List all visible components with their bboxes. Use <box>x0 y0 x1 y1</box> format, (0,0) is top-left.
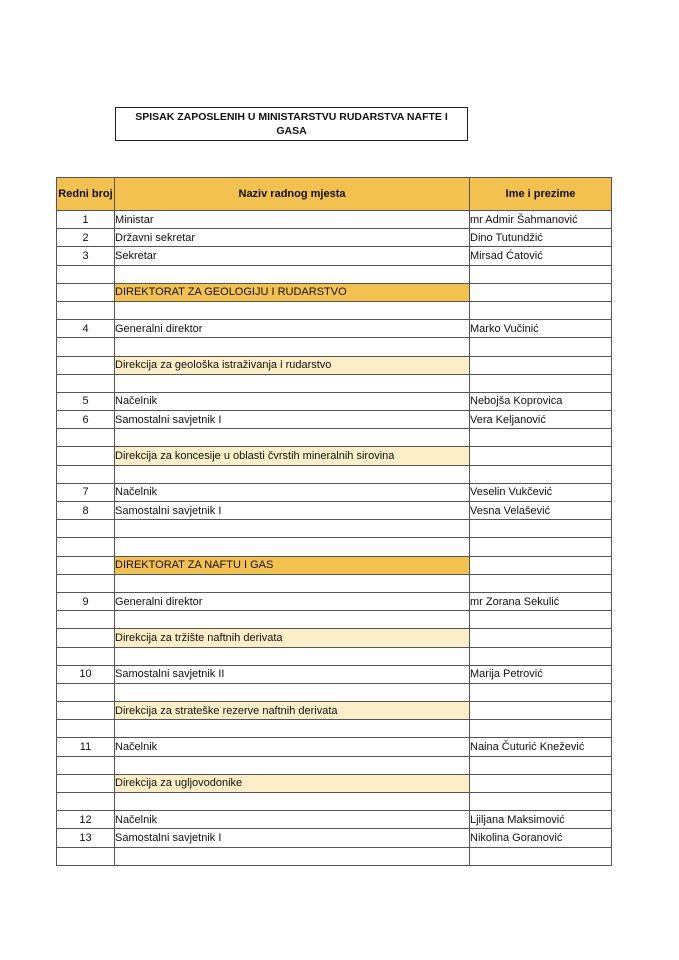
name-cell <box>470 574 612 592</box>
name-cell <box>470 720 612 738</box>
position-cell: Generalni direktor <box>115 320 470 338</box>
empty-row <box>57 611 612 629</box>
row-number: 2 <box>57 229 115 247</box>
position-cell <box>115 538 470 556</box>
table-row <box>57 738 612 756</box>
document-title: SPISAK ZAPOSLENIH U MINISTARSTVU RUDARSTVA NAFTE I GASA <box>115 107 468 141</box>
row-number <box>57 538 115 556</box>
position-cell <box>115 429 470 447</box>
row-number: 12 <box>57 811 115 829</box>
position-cell <box>115 847 470 865</box>
row-number: 11 <box>57 738 115 756</box>
position-cell: Načelnik <box>115 811 470 829</box>
table-row <box>57 483 612 501</box>
row-number: 7 <box>57 483 115 501</box>
name-cell <box>470 556 612 574</box>
position-cell: Samostalni savjetnik I <box>115 411 470 429</box>
table-row <box>57 247 612 265</box>
empty-row <box>57 429 612 447</box>
position-cell <box>115 465 470 483</box>
position-cell: Načelnik <box>115 392 470 410</box>
name-cell <box>470 447 612 465</box>
header-position: Naziv radnog mjesta <box>115 178 470 211</box>
row-number <box>57 447 115 465</box>
row-number: 1 <box>57 211 115 229</box>
position-cell: Samostalni savjetnik I <box>115 829 470 847</box>
empty-row <box>57 465 612 483</box>
row-number <box>57 301 115 319</box>
name-cell <box>470 793 612 811</box>
row-number <box>57 520 115 538</box>
name-cell <box>470 847 612 865</box>
name-cell <box>470 683 612 701</box>
position-cell: DIREKTORAT ZA NAFTU I GAS <box>115 556 470 574</box>
position-cell: Direkcija za strateške rezerve naftnih derivata <box>115 702 470 720</box>
name-cell <box>470 338 612 356</box>
row-number <box>57 720 115 738</box>
table-row <box>57 229 612 247</box>
position-cell: Direkcija za tržište naftnih derivata <box>115 629 470 647</box>
position-cell <box>115 374 470 392</box>
row-number: 6 <box>57 411 115 429</box>
table-row <box>57 811 612 829</box>
table-row <box>57 829 612 847</box>
empty-row <box>57 538 612 556</box>
position-cell <box>115 720 470 738</box>
empty-row <box>57 301 612 319</box>
table-row <box>57 592 612 610</box>
name-cell <box>470 702 612 720</box>
directorate-row <box>57 283 612 301</box>
header-name: Ime i prezime <box>470 178 612 211</box>
name-cell <box>470 774 612 792</box>
row-number <box>57 283 115 301</box>
row-number <box>57 338 115 356</box>
empty-row <box>57 520 612 538</box>
row-number <box>57 793 115 811</box>
name-cell: Vera Keljanović <box>470 411 612 429</box>
row-number: 4 <box>57 320 115 338</box>
position-cell: Ministar <box>115 211 470 229</box>
position-cell <box>115 683 470 701</box>
row-number: 8 <box>57 502 115 520</box>
name-cell: mr Zorana Sekulić <box>470 592 612 610</box>
row-number <box>57 683 115 701</box>
row-number <box>57 265 115 283</box>
position-cell: Direkcija za ugljovodonike <box>115 774 470 792</box>
empty-row <box>57 720 612 738</box>
name-cell <box>470 647 612 665</box>
name-cell: Marija Petrović <box>470 665 612 683</box>
empty-row <box>57 338 612 356</box>
name-cell <box>470 283 612 301</box>
header-number: Redni broj <box>57 178 115 211</box>
section-row <box>57 629 612 647</box>
name-cell <box>470 429 612 447</box>
table-row <box>57 392 612 410</box>
position-cell <box>115 647 470 665</box>
row-number <box>57 847 115 865</box>
position-cell <box>115 520 470 538</box>
row-number <box>57 611 115 629</box>
name-cell <box>470 356 612 374</box>
name-cell <box>470 520 612 538</box>
position-cell: Načelnik <box>115 738 470 756</box>
position-cell: Sekretar <box>115 247 470 265</box>
row-number <box>57 556 115 574</box>
name-cell: Dino Tutundžić <box>470 229 612 247</box>
position-cell <box>115 611 470 629</box>
name-cell: mr Admir Šahmanović <box>470 211 612 229</box>
name-cell: Veselin Vukčević <box>470 483 612 501</box>
name-cell <box>470 465 612 483</box>
empty-row <box>57 647 612 665</box>
name-cell: Ljiljana Maksimović <box>470 811 612 829</box>
section-row <box>57 356 612 374</box>
position-cell <box>115 756 470 774</box>
position-cell: Samostalni savjetnik II <box>115 665 470 683</box>
empty-row <box>57 574 612 592</box>
row-number <box>57 629 115 647</box>
row-number <box>57 574 115 592</box>
position-cell: Generalni direktor <box>115 592 470 610</box>
row-number <box>57 702 115 720</box>
position-cell: Državni sekretar <box>115 229 470 247</box>
empty-row <box>57 374 612 392</box>
row-number <box>57 465 115 483</box>
row-number <box>57 756 115 774</box>
directorate-row <box>57 556 612 574</box>
name-cell <box>470 756 612 774</box>
row-number: 3 <box>57 247 115 265</box>
name-cell: Nebojša Koprovica <box>470 392 612 410</box>
table-row <box>57 502 612 520</box>
employee-table <box>56 177 612 866</box>
position-cell <box>115 265 470 283</box>
position-cell: Direkcija za koncesije u oblasti čvrstih mineralnih sirovina <box>115 447 470 465</box>
name-cell <box>470 374 612 392</box>
section-row <box>57 702 612 720</box>
empty-row <box>57 847 612 865</box>
section-row <box>57 447 612 465</box>
name-cell: Nikolina Goranović <box>470 829 612 847</box>
section-row <box>57 774 612 792</box>
position-cell <box>115 338 470 356</box>
row-number: 5 <box>57 392 115 410</box>
position-cell: Samostalni savjetnik I <box>115 502 470 520</box>
row-number <box>57 356 115 374</box>
name-cell: Marko Vučinić <box>470 320 612 338</box>
name-cell <box>470 611 612 629</box>
position-cell <box>115 793 470 811</box>
row-number: 9 <box>57 592 115 610</box>
name-cell: Naina Čuturić Knežević <box>470 738 612 756</box>
position-cell: Direkcija za geološka istraživanja i rudarstvo <box>115 356 470 374</box>
name-cell <box>470 301 612 319</box>
table-row <box>57 320 612 338</box>
row-number: 10 <box>57 665 115 683</box>
table-row <box>57 665 612 683</box>
row-number <box>57 647 115 665</box>
empty-row <box>57 793 612 811</box>
row-number <box>57 774 115 792</box>
name-cell <box>470 265 612 283</box>
name-cell <box>470 629 612 647</box>
name-cell: Vesna Velašević <box>470 502 612 520</box>
position-cell <box>115 301 470 319</box>
row-number <box>57 374 115 392</box>
table-body <box>57 211 612 866</box>
empty-row <box>57 683 612 701</box>
position-cell <box>115 574 470 592</box>
row-number <box>57 429 115 447</box>
table-header-row <box>57 178 612 211</box>
table-row <box>57 211 612 229</box>
position-cell: Načelnik <box>115 483 470 501</box>
row-number: 13 <box>57 829 115 847</box>
empty-row <box>57 265 612 283</box>
empty-row <box>57 756 612 774</box>
name-cell: Mirsad Ćatović <box>470 247 612 265</box>
table-row <box>57 411 612 429</box>
name-cell <box>470 538 612 556</box>
position-cell: DIREKTORAT ZA GEOLOGIJU I RUDARSTVO <box>115 283 470 301</box>
